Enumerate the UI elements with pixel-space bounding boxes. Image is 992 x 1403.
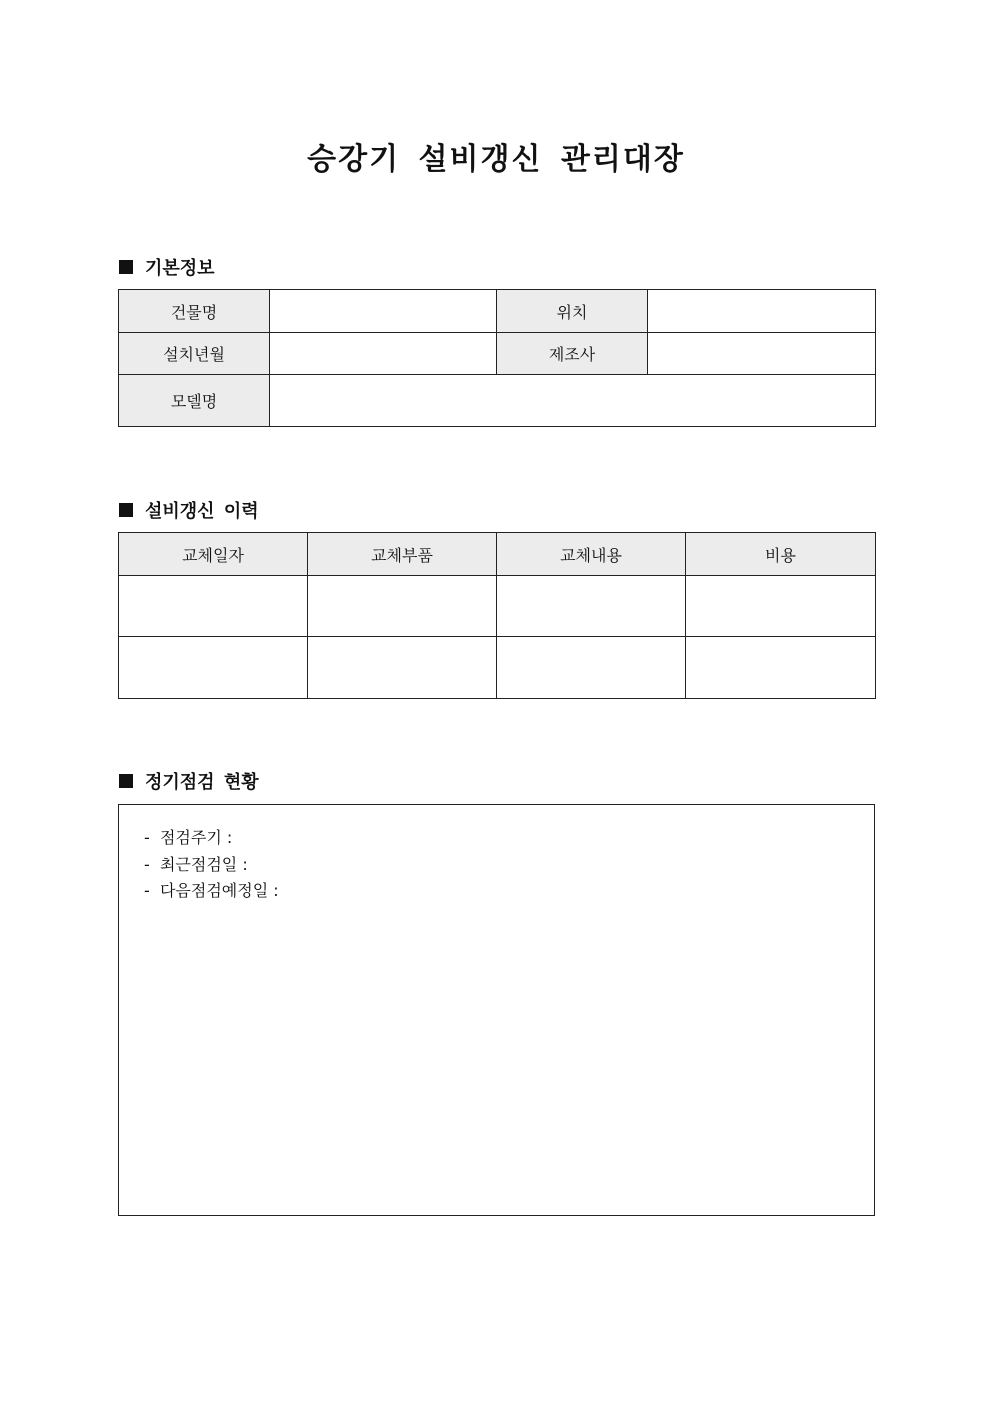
list-item bbox=[144, 878, 874, 905]
list-separator: : bbox=[237, 854, 253, 874]
square-bullet-icon bbox=[119, 260, 133, 274]
basic-info-heading-label: 기본정보 bbox=[145, 258, 215, 279]
cost-cell[interactable] bbox=[686, 637, 876, 699]
table-row bbox=[119, 333, 876, 375]
inspection-status-list bbox=[119, 805, 874, 905]
list-prefix: - bbox=[144, 854, 160, 874]
renewal-history-heading-label: 설비갱신 이력 bbox=[145, 501, 259, 522]
column-header-cost: 비용 bbox=[686, 533, 876, 576]
location-label: 위치 bbox=[497, 290, 648, 333]
inspection-status-box[interactable] bbox=[118, 804, 875, 1216]
page-title: 승강기 설비갱신 관리대장 bbox=[307, 142, 685, 177]
model-label: 모델명 bbox=[119, 375, 270, 427]
inspection-status-heading-label: 정기점검 현황 bbox=[145, 772, 259, 793]
inspection-cycle-label: 점검주기 bbox=[159, 828, 222, 847]
install-date-field[interactable] bbox=[270, 333, 497, 375]
last-inspection-label: 최근점검일 bbox=[159, 854, 238, 874]
next-inspection-label: 다음점검예정일 bbox=[159, 881, 269, 900]
list-separator: : bbox=[268, 881, 284, 900]
list-separator: : bbox=[221, 828, 238, 847]
list-prefix: - bbox=[144, 828, 160, 847]
table-header-row bbox=[119, 533, 876, 576]
manufacturer-label: 제조사 bbox=[497, 333, 648, 375]
replace-detail-cell[interactable] bbox=[497, 637, 686, 699]
replace-date-cell[interactable] bbox=[119, 576, 308, 637]
inspection-status-heading bbox=[119, 768, 259, 794]
column-header-replace-date: 교체일자 bbox=[119, 533, 308, 576]
column-header-replace-part: 교체부품 bbox=[308, 533, 497, 576]
install-date-label: 설치년월 bbox=[119, 333, 270, 375]
building-name-field[interactable] bbox=[270, 290, 497, 333]
table-row bbox=[119, 637, 876, 699]
table-row bbox=[119, 576, 876, 637]
list-item bbox=[144, 852, 874, 879]
replace-part-cell[interactable] bbox=[308, 576, 497, 637]
column-header-replace-detail: 교체내용 bbox=[497, 533, 686, 576]
renewal-history-heading bbox=[119, 497, 259, 523]
replace-date-cell[interactable] bbox=[119, 637, 308, 699]
model-field[interactable] bbox=[270, 375, 876, 427]
manufacturer-field[interactable] bbox=[648, 333, 876, 375]
square-bullet-icon bbox=[119, 503, 133, 517]
replace-detail-cell[interactable] bbox=[497, 576, 686, 637]
basic-info-heading bbox=[119, 254, 215, 280]
basic-info-table bbox=[118, 289, 876, 427]
square-bullet-icon bbox=[119, 774, 133, 788]
replace-part-cell[interactable] bbox=[308, 637, 497, 699]
building-name-label: 건물명 bbox=[119, 290, 270, 333]
list-prefix: - bbox=[144, 881, 160, 900]
list-item bbox=[144, 825, 874, 852]
cost-cell[interactable] bbox=[686, 576, 876, 637]
table-row bbox=[119, 375, 876, 427]
table-row bbox=[119, 290, 876, 333]
renewal-history-table bbox=[118, 532, 876, 699]
location-field[interactable] bbox=[648, 290, 876, 333]
